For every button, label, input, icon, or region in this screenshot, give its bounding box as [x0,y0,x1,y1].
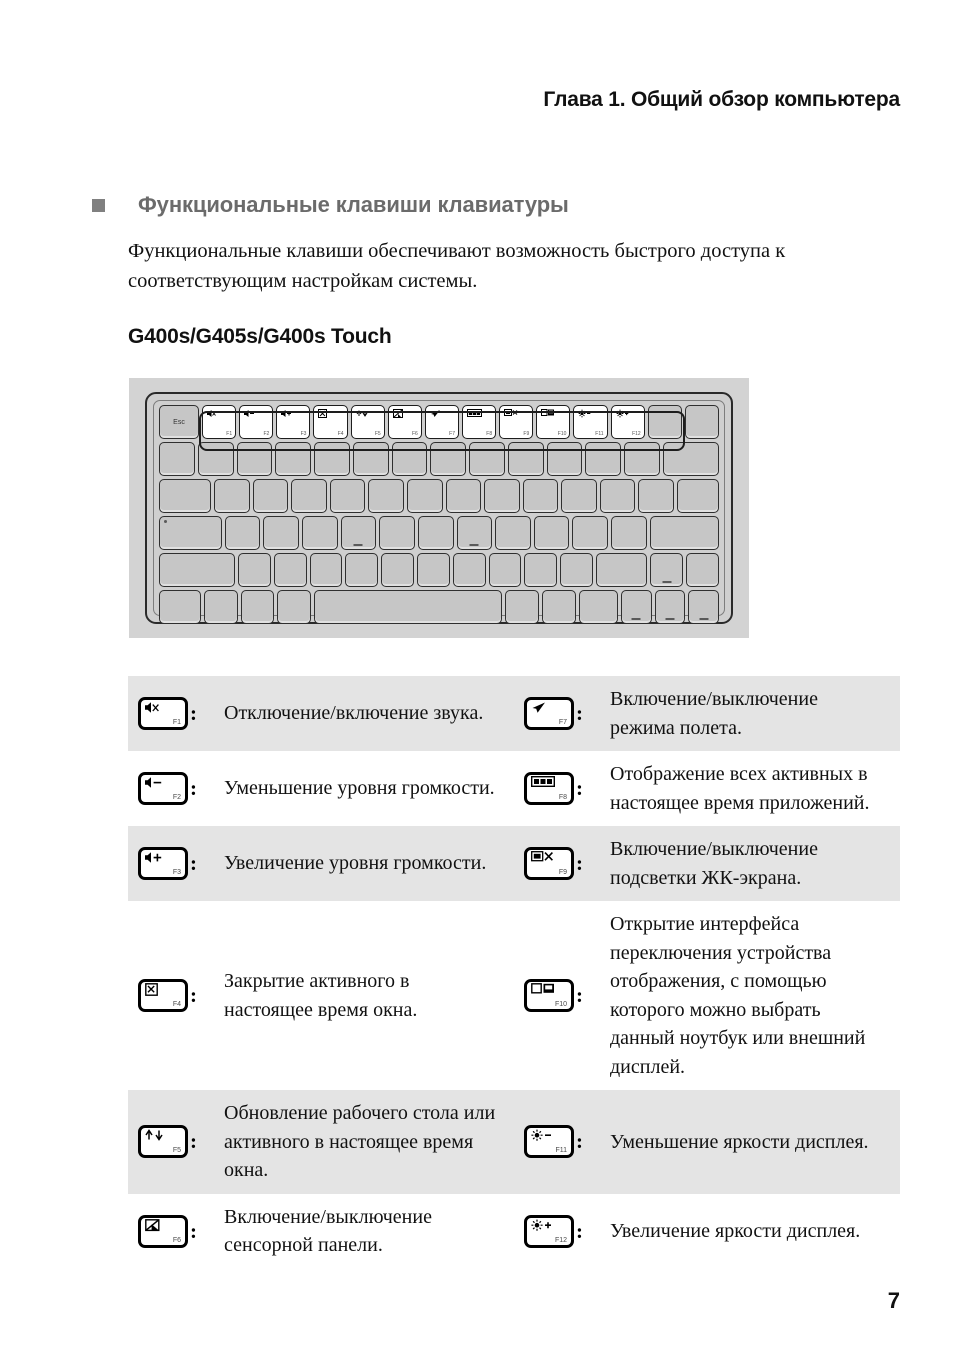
key-quote [611,516,647,550]
airplane-mode-icon [531,701,546,718]
row-separator: : [576,983,583,1007]
key-arrow-left [621,590,652,624]
key-f3 [276,405,310,439]
key-arrow-up [650,553,683,587]
home-key-tick-icon [470,544,479,546]
key-t [368,479,404,513]
key-esc [159,405,199,439]
key-f8-label: F8 [486,431,493,437]
key-f11-label: F11 [595,431,604,437]
key-s [263,516,299,550]
key-a [225,516,261,550]
key-minus [585,442,621,476]
keycap-f12 [524,1215,574,1248]
key-equals [624,442,660,476]
keycell-f9 [514,826,610,901]
keycap-f7 [524,697,574,730]
key-f3-label: F3 [300,431,307,437]
desc-f7: Включение/выключение режима полета. [610,688,818,739]
row-separator: : [576,851,583,875]
table-row [128,901,900,1090]
keycell-f4 [128,901,224,1090]
arrow-up-icon [662,581,671,583]
function-key-table [128,676,900,1269]
key-f11 [573,405,607,439]
key-g [379,516,415,550]
table-row [128,826,900,901]
row-separator: : [190,1218,197,1243]
close-window-icon [318,409,328,421]
row-separator: : [190,701,197,725]
volume-up-icon [145,851,164,868]
key-f [341,516,377,550]
mute-icon [145,701,160,718]
desc-f12: Увеличение яркости дисплея. [610,1219,861,1242]
key-f4 [313,405,347,439]
key-tilde [159,442,195,476]
key-k [495,516,531,550]
desc-f5: Обновление рабочего стола или активного в настоящее время окна. [224,1102,496,1181]
key-f5 [351,405,385,439]
keycell-f11 [514,1090,610,1194]
brightness-down-icon [531,1129,552,1146]
key-e [291,479,327,513]
keyboard-shift-row [159,553,719,587]
task-view-icon [467,409,482,420]
key-semicolon [572,516,608,550]
key-f10 [536,405,570,439]
key-win [241,590,275,624]
airplane-mode-icon [430,409,441,421]
key-w [253,479,289,513]
desc-f3: Увеличение уровня громкости. [224,852,487,875]
key-8 [469,442,505,476]
model-heading: G400s/G405s/G400s Touch [128,325,392,348]
key-o [523,479,559,513]
key-enter [650,516,719,550]
capslock-indicator-icon [164,520,167,523]
keycap-f1-label: F1 [172,719,181,726]
key-f2-label: F2 [263,431,270,437]
key-fn [204,590,238,624]
key-f5-label: F5 [374,431,381,437]
key-9 [508,442,544,476]
keycap-f10 [524,979,574,1012]
key-f6-label: F6 [412,431,418,437]
key-3 [275,442,311,476]
key-d [302,516,338,550]
keycap-f8 [524,772,574,805]
key-ctrl-right [579,590,618,624]
key-p [561,479,597,513]
key-f1 [202,405,236,439]
key-1 [198,442,234,476]
key-slash [560,553,593,587]
table-row [128,1194,900,1269]
keycap-f1 [138,697,188,730]
table-row [128,751,900,826]
key-shift-right [596,553,647,587]
key-period [524,553,557,587]
keyboard-number-row [159,442,719,476]
key-2 [237,442,273,476]
key-delete [685,405,719,439]
key-alt-left [277,590,311,624]
keycap-f6 [138,1215,188,1248]
key-ctrl-left [159,590,201,624]
keyboard-inner-frame [153,400,725,616]
section-title: Функциональные клавиши клавиатуры [138,192,569,217]
key-n [417,553,450,587]
keyboard-bottom-row [159,590,719,624]
key-m [453,553,486,587]
key-b [381,553,414,587]
row-separator: : [576,1218,583,1243]
keycap-f4 [138,979,188,1012]
key-f10-label: F10 [557,431,567,437]
section-intro-paragraph: Функциональные клавиши обеспечивают возможность быстрого доступа к соответствующим настройкам системы. [128,240,786,292]
keycap-f3 [138,847,188,880]
key-alt-right [505,590,539,624]
keycap-f10-label: F10 [554,1001,567,1008]
row-separator: : [190,776,197,800]
row-separator: : [190,983,197,1007]
chapter-header: Глава 1. Общий обзор компьютера [543,88,900,111]
keycap-f11-label: F11 [555,1147,567,1155]
volume-up-icon [281,409,294,421]
key-c [310,553,343,587]
keycap-f9-label: F9 [558,869,567,876]
keycell-f7 [514,676,610,751]
volume-down-icon [244,409,257,421]
refresh-icon [356,409,368,421]
key-arrow-down [655,590,686,624]
key-backspace [663,442,719,476]
keycell-f12 [514,1194,610,1269]
keycap-f5 [138,1125,188,1158]
key-r [330,479,366,513]
key-capslock [159,516,222,550]
keycap-f4-label: F4 [172,1001,181,1008]
key-6 [392,442,428,476]
key-esc-label: Esc [173,418,185,426]
key-space [314,590,503,624]
key-page-up [686,553,719,587]
key-f4-label: F4 [337,431,344,437]
table-row [128,676,900,751]
keycell-f1 [128,676,224,751]
keycell-f3 [128,826,224,901]
brightness-down-icon [578,409,591,421]
keycap-f3-label: F3 [172,869,181,876]
keyboard-qwerty-row [159,479,719,513]
key-l [534,516,570,550]
volume-down-icon [145,776,164,793]
key-v [345,553,378,587]
key-f1-label: F1 [226,431,233,437]
key-f7 [425,405,459,439]
keycell-f8 [514,751,610,826]
keyboard-figure [129,378,749,638]
key-i [484,479,520,513]
key-arrow-right [688,590,719,624]
key-4 [314,442,350,476]
keycell-f6 [128,1194,224,1269]
key-z [238,553,271,587]
page-number: 7 [887,1288,900,1313]
key-f6 [388,405,422,439]
keycell-f5 [128,1090,224,1194]
keycap-f7-label: F7 [558,719,567,726]
desc-f2: Уменьшение уровня громкости. [224,777,495,800]
keycap-f12-label: F12 [554,1236,567,1244]
keycap-f11 [524,1125,574,1158]
arrow-left-icon [632,618,641,620]
keyboard-function-row [159,405,719,439]
display-switch-icon [541,409,555,420]
row-separator: : [190,1129,197,1154]
key-0 [547,442,583,476]
task-view-icon [531,776,555,791]
row-separator: : [576,701,583,725]
square-bullet-icon [92,199,105,212]
arrow-right-icon [699,618,708,620]
close-window-icon [145,983,159,1000]
desc-f4: Закрытие активного в настоящее время окна. [224,970,418,1021]
touchpad-toggle-icon [393,409,404,421]
key-f7-label: F7 [449,431,455,437]
keyboard-home-row [159,516,719,550]
key-h [418,516,454,550]
keyboard-body [145,392,733,624]
display-switch-icon [531,983,555,999]
key-tab [159,479,211,513]
row-separator: : [576,776,583,800]
refresh-icon [145,1129,163,1146]
brightness-up-icon [616,409,629,421]
lcd-backlight-icon [504,409,518,420]
key-f9-label: F9 [523,431,530,437]
key-bracket-right [638,479,674,513]
brightness-up-icon [531,1219,552,1236]
key-f8 [462,405,496,439]
table-row [128,1090,900,1194]
key-insert [648,405,682,439]
row-separator: : [576,1129,583,1154]
keycap-f6-label: F6 [172,1236,181,1244]
keycap-f5-label: F5 [172,1147,181,1155]
arrow-down-icon [665,618,674,620]
key-f2 [239,405,273,439]
keycap-f2 [138,772,188,805]
key-menu [542,590,576,624]
key-f9 [499,405,533,439]
key-j [457,516,493,550]
keycell-f2 [128,751,224,826]
keycap-f2-label: F2 [172,794,181,801]
key-x [274,553,307,587]
desc-f11: Уменьшение яркости дисплея. [610,1130,869,1153]
desc-f10: Открытие интерфейса переключения устройства отображения, с помощью которого можно выбрать данный ноутбук или внешний дисплей. [610,913,866,1078]
key-f12-label: F12 [632,431,641,437]
key-comma [489,553,522,587]
key-f12 [611,405,645,439]
mute-icon [207,409,217,421]
key-u [446,479,482,513]
keycap-f8-label: F8 [558,794,567,801]
home-key-tick-icon [354,544,363,546]
key-5 [353,442,389,476]
lcd-backlight-icon [531,851,554,867]
keycell-f10 [514,901,610,1090]
key-7 [430,442,466,476]
key-q [214,479,250,513]
row-separator: : [190,851,197,875]
keycap-f9 [524,847,574,880]
key-backslash [677,479,719,513]
desc-f8: Отображение всех активных в настоящее время приложений. [610,763,870,814]
key-shift-left [159,553,235,587]
touchpad-toggle-icon [145,1219,161,1236]
desc-f6: Включение/выключение сенсорной панели. [224,1205,432,1256]
section-heading [92,192,569,218]
key-bracket-left [600,479,636,513]
desc-f9: Включение/выключение подсветки ЖК-экрана. [610,838,818,889]
key-y [407,479,443,513]
desc-f1: Отключение/включение звука. [224,702,484,725]
